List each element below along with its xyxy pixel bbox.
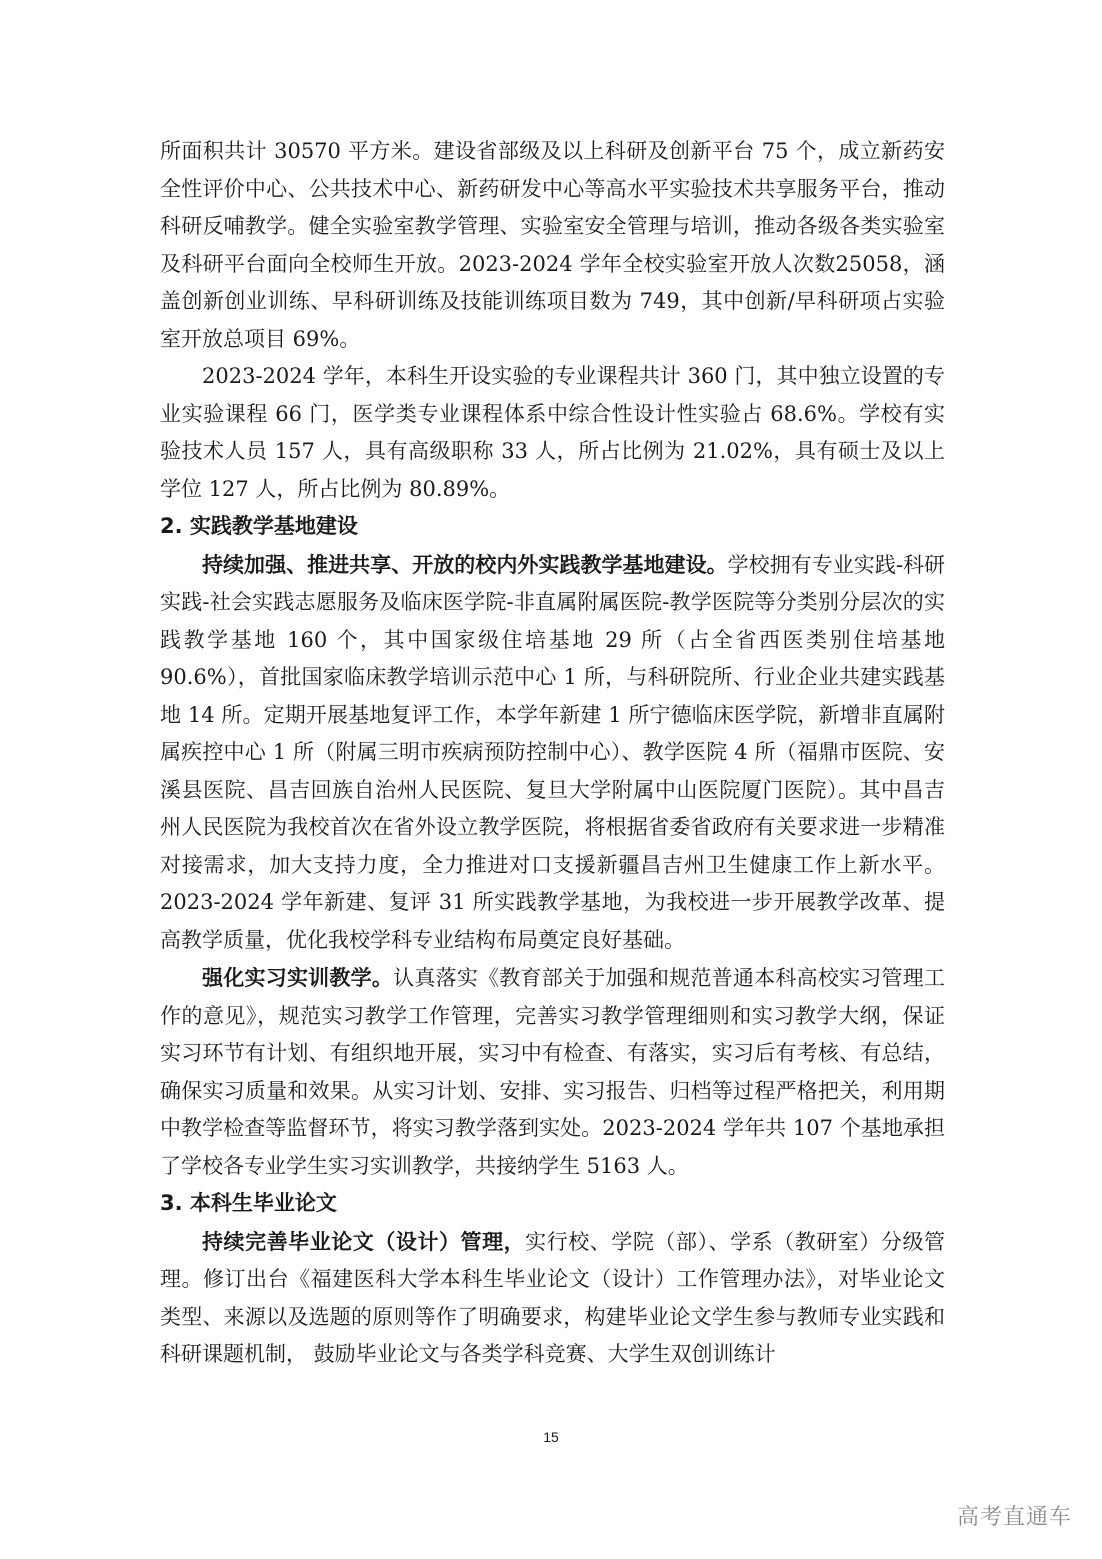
paragraph-internship <box>160 959 945 1185</box>
paragraph-thesis <box>160 1223 945 1374</box>
document-body <box>160 133 945 1374</box>
paragraph-body: 实行校、学院（部）、学系（教研室）分级管理。修订出台《福建医科大学本科生毕业论文（设计）工作管理办法》，对毕业论文类型、来源以及选题的原则等作了明确要求，构建毕业论文学生参与教师专业实践和科研课题机制， 鼓励毕业论文与各类学科竞赛、大学生双创训练计 <box>160 1229 946 1366</box>
section-heading-thesis: 3. 本科生毕业论文 <box>160 1191 337 1215</box>
section-heading-practice-base: 2. 实践教学基地建设 <box>160 514 358 538</box>
paragraph-experiment-courses: 2023-2024 学年，本科生开设实验的专业课程共计 360 门，其中独立设置的专业实验课程 66 门，医学类专业课程体系中综合性设计性实验占 68.6%。学校有实验技术人员 157 人，具有高级职称 33 人，所占比例为 21.02%，具有硕士及以上学位 127 人，所占比例为 80.89%。 <box>160 364 945 501</box>
paragraph-body: 认真落实《教育部关于加强和规范普通本科高校实习管理工作的意见》，规范实习教学工作管理，完善实习教学管理细则和实习教学大纲，保证实习环节有计划、有组织地开展，实习中有检查、有落实，实习后有考核、有总结，确保实习质量和效果。从实习计划、安排、实习报告、归档等过程严格把关，利用期中教学检查等监督环节，将实习教学落到实处。2023-2024 学年共 107 个基地承担了学校各专业学生实习实训教学，共接纳学生 5163 人。 <box>160 966 946 1178</box>
paragraph-lead: 持续完善毕业论文（设计）管理， <box>202 1228 526 1254</box>
paragraph-practice-base <box>160 546 945 960</box>
page-number: 15 <box>543 1429 559 1445</box>
paragraph-lab-facilities: 所面积共计 30570 平方米。建设省部级及以上科研及创新平台 75 个，成立新药安全性评价中心、公共技术中心、新药研发中心等高水平实验技术共享服务平台，推动科研反哺教学。健全实验室教学管理、实验室安全管理与培训，推动各级各类实验室及科研平台面向全校师生开放。2023-2024 学年全校实验室开放人次数25058，涵盖创新创业训练、早科研训练及技能训练项目数为 749，其中创新/早科研项占实验室开放总项目 69%。 <box>160 139 945 351</box>
paragraph-lead: 强化实习实训教学。 <box>202 965 394 990</box>
paragraph-lead: 持续加强、推进共享、开放的校内外实践教学基地建设。 <box>202 551 728 577</box>
watermark-text: 高考直通车 <box>956 1505 1072 1530</box>
paragraph-body: 学校拥有专业实践-科研实践-社会实践志愿服务及临床医学院-非直属附属医院-教学医院等分类别分层次的实践教学基地 160 个，其中国家级住培基地 29 所（占全省西医类别住培基地 90.6%），首批国家临床教学培训示范中心 1 所，与科研院所、行业企业共建实践基地 14 所。定期开展基地复评工作，本学年新建 1 所宁德临床医学院，新增非直属附属疾控中心 1 所（附属三明市疾病预防控制中心）、教学医院 4 所（福鼎市医院、安溪县医院、昌吉回族自治州人民医院、复旦大学附属中山医院厦门医院）。其中昌吉州人民医院为我校首次在省外设立教学医院，将根据省委省政府有关要求进一步精准对接需求，加大支持力度，全力推进对口支援新疆昌吉州卫生健康工作上新水平。2023-2024 学年新建、复评 31 所实践教学基地，为我校进一步开展教学改革、提高教学质量，优化我校学科专业结构布局奠定良好基础。 <box>160 552 945 952</box>
